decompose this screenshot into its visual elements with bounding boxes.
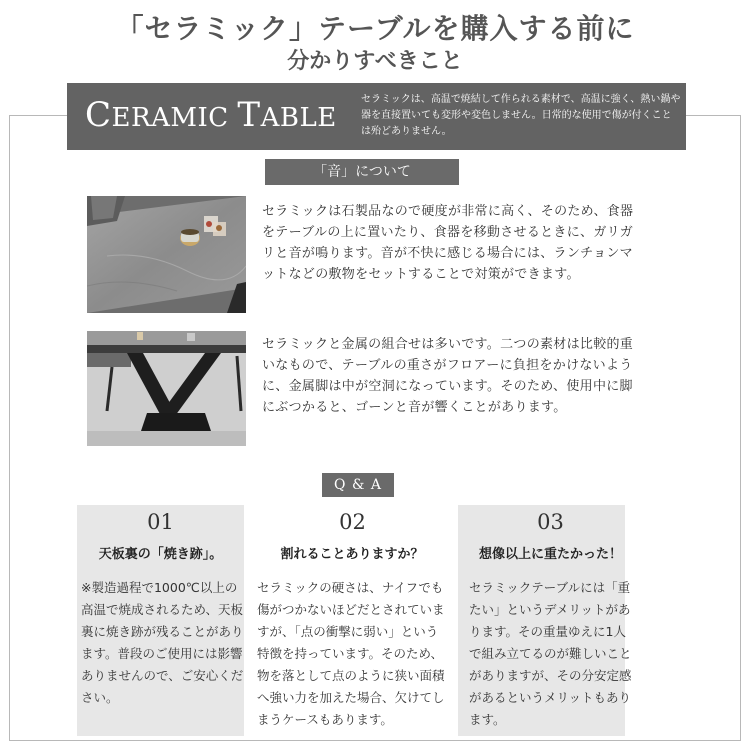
- qa-answer-2: セラミックの硬さは、ナイフでも傷がつかないほどだとされていますが、「点の衝撃に弱い」という特徴を持っています。そのため、物を落として点のように狭い面積へ強い力を加えた場合、欠けてしまうケースもあります。: [257, 580, 445, 727]
- banner-title: [85, 95, 337, 135]
- banner-description: セラミックは、高温で焼結して作られる素材で、高温に強く、熱い鍋や器を直接置いても変形や変色しません。日常的な使用で傷が付くことは殆どありません。: [361, 94, 681, 137]
- qa-number-1: 01: [147, 510, 174, 534]
- qa-question-1: 天板裏の「焼き跡」。: [98, 547, 223, 562]
- banner-title-t: T: [237, 95, 261, 135]
- sound-section-label: 「音」について: [265, 159, 459, 185]
- qa-answer-1: ※製造過程で1000℃以上の高温で焼成されるため、天板裏に焼き跡が残ることがあります。普段のご使用には影響ありませんので、ご安心ください。: [81, 580, 244, 705]
- qa-question-2: 割れることありますか？: [280, 547, 424, 562]
- qa-section-label: Q & A: [322, 473, 394, 497]
- qa-question-3: 想像以上に重たかった！: [478, 547, 622, 562]
- sound-paragraph-1: セラミックは石製品なので硬度が非常に高く、そのため、食器をテーブルの上に置いたり、食器を移動させるときに、ガリガリと音が鳴ります。音が不快に感じる場合には、ランチョンマットなどの敷物をセットすることで対策ができます。: [262, 204, 634, 282]
- table-legs-photo: [87, 331, 246, 446]
- qa-number-3: 03: [537, 510, 564, 534]
- qa-answer-3: セラミックテーブルには「重たい」というデメリットがあります。その重量ゆえに1人で組み立てるのが難しいことがありますが、その分安定感があるというメリットもあります。: [469, 580, 632, 727]
- table-top-illustration: [87, 196, 246, 313]
- table-top-photo: [87, 196, 246, 313]
- banner-title-able: ABLE: [260, 103, 337, 133]
- qa-number-2: 02: [339, 510, 366, 534]
- headline-line2: 分かりすべきこと: [287, 48, 463, 74]
- frame-top-right-rule: [686, 115, 741, 116]
- ceramic-table-banner: [67, 83, 686, 150]
- banner-title-c: C: [85, 95, 112, 135]
- sound-paragraph-2: セラミックと金属の組合せは多いです。二つの素材は比較的重いなもので、テーブルの重さがフロアーに負担をかけないように、金属脚は中が空洞になっています。そのため、使用中に脚にぶつかると、ゴーンと音が響くことがあります。: [262, 337, 634, 415]
- banner-title-eramic: ERAMIC: [111, 103, 238, 133]
- headline-line1: 「セラミック」テーブルを購入する前に: [115, 12, 635, 45]
- frame-top-left-rule: [9, 115, 67, 116]
- table-legs-illustration: [87, 331, 246, 446]
